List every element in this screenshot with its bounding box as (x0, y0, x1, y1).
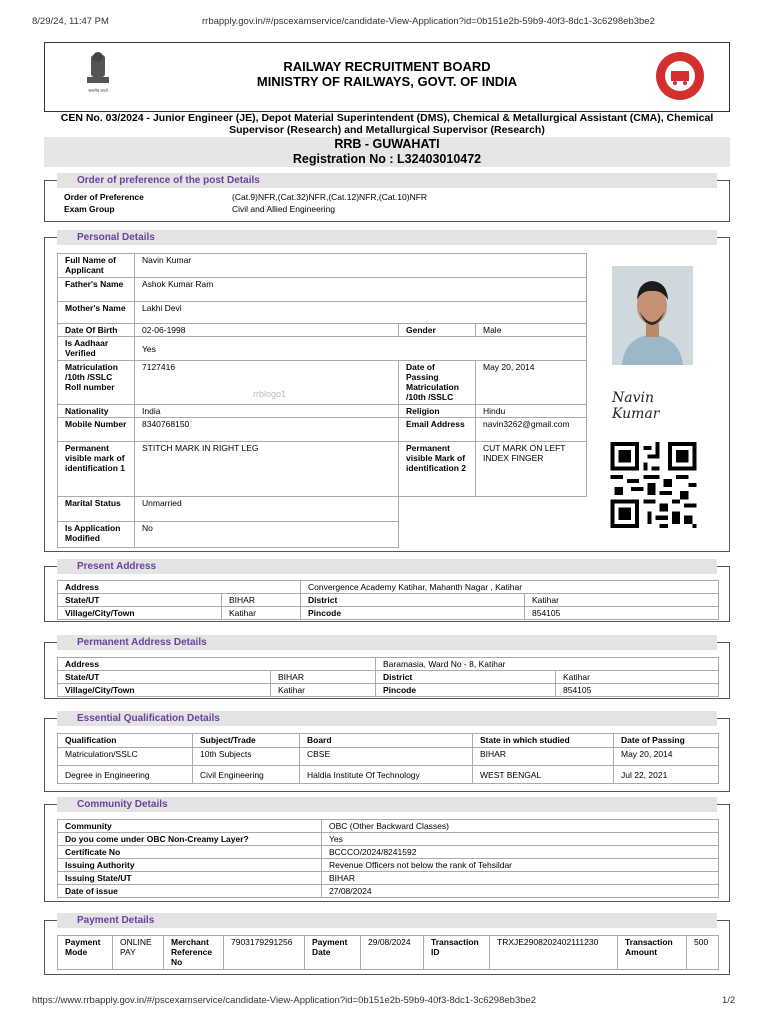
column-header: Subject/Trade (193, 734, 300, 748)
value: TRXJE2908202402111230 (490, 936, 618, 970)
column-header: State in which studied (473, 734, 614, 748)
page-number: 1/2 (722, 995, 736, 1006)
column-header: Qualification (58, 734, 193, 748)
community-section (44, 799, 730, 902)
value: Yes (135, 337, 587, 361)
section-title: Essential Qualification Details (57, 711, 717, 726)
label: Village/City/Town (58, 684, 271, 697)
value: Yes (322, 833, 719, 846)
value: 8340768150 (135, 418, 399, 442)
section-title: Payment Details (57, 913, 717, 928)
print-timestamp: 8/29/24, 11:47 PM (32, 16, 109, 27)
ministry-title: MINISTRY OF RAILWAYS, GOVT. OF INDIA (256, 74, 518, 89)
label: Order of Preference (64, 192, 144, 202)
table-row (58, 859, 719, 872)
value: 29/08/2024 (361, 936, 424, 970)
section-title: Personal Details (57, 230, 717, 245)
label: State/UT (58, 594, 222, 607)
label: Gender (399, 324, 476, 337)
rrb-banner (44, 137, 730, 167)
preference-section (44, 175, 730, 222)
permanent-address-section (44, 637, 730, 699)
value: BIHAR (271, 671, 376, 684)
present-address-table (57, 580, 719, 620)
label: Address (58, 658, 376, 671)
label: Mobile Number (58, 418, 135, 442)
emblem-caption: सत्यमेव जयते (88, 88, 108, 93)
label: Full Name of Applicant (58, 254, 135, 278)
value: Katihar (271, 684, 376, 697)
label: District (301, 594, 525, 607)
value: No (135, 522, 399, 548)
label: Exam Group (64, 204, 115, 214)
community-table (57, 819, 719, 898)
label: Pincode (376, 684, 556, 697)
label: Email Address (399, 418, 476, 442)
label: Transaction ID (424, 936, 490, 970)
registration-number: Registration No : L32403010472 (292, 152, 482, 166)
preference-table (57, 191, 717, 215)
label: Marital Status (58, 497, 135, 522)
value: BCCCO/2024/8241592 (322, 846, 719, 859)
payment-table (57, 935, 719, 970)
label: Certificate No (58, 846, 322, 859)
watermark: rrblogo1 (253, 389, 287, 399)
qualification-table (57, 733, 719, 784)
qualification-section (44, 713, 730, 792)
label: Is Application Modified (58, 522, 135, 548)
cell: BIHAR (473, 748, 614, 766)
table-row (58, 885, 719, 898)
payment-section (44, 915, 730, 975)
applicant-photo (612, 266, 693, 365)
section-title: Permanent Address Details (57, 635, 717, 650)
cell: Jul 22, 2021 (614, 766, 719, 784)
label: Payment Date (305, 936, 361, 970)
cell: Civil Engineering (193, 766, 300, 784)
label: State/UT (58, 671, 271, 684)
table-row (58, 748, 719, 766)
value: 854105 (556, 684, 719, 697)
label: Issuing State/UT (58, 872, 322, 885)
applicant-signature: Navin Kumar (612, 390, 660, 422)
value: 500 (687, 936, 719, 970)
label: Address (58, 581, 301, 594)
present-address-section (44, 561, 730, 622)
value: Katihar (525, 594, 719, 607)
value: Unmarried (135, 497, 399, 522)
cell: CBSE (300, 748, 473, 766)
label: Permanent visible Mark of identification 2 (399, 442, 476, 497)
value: Hindu (476, 405, 587, 418)
column-header: Date of Passing (614, 734, 719, 748)
label: Transaction Amount (618, 936, 687, 970)
value: OBC (Other Backward Classes) (322, 820, 719, 833)
cell: Haldia Institute Of Technology (300, 766, 473, 784)
indian-railways-logo-icon (655, 51, 705, 101)
rrb-name: RRB - GUWAHATI (334, 137, 440, 151)
label: Nationality (58, 405, 135, 418)
table-row (58, 766, 719, 784)
value: Convergence Academy Katihar, Mahanth Nagar , Katihar (301, 581, 719, 594)
board-title: RAILWAY RECRUITMENT BOARD (283, 59, 491, 74)
label: Mother's Name (58, 302, 135, 324)
cell: WEST BENGAL (473, 766, 614, 784)
value: Lakhi Devi (135, 302, 587, 324)
value: Male (476, 324, 587, 337)
section-title: Community Details (57, 797, 717, 812)
value: Ashok Kumar Ram (135, 278, 587, 302)
section-title: Order of preference of the post Details (57, 173, 717, 188)
table-row (58, 820, 719, 833)
value: India (135, 405, 399, 418)
value: May 20, 2014 (476, 361, 587, 405)
cen-notice: CEN No. 03/2024 - Junior Engineer (JE), Depot Material Superintendent (DMS), Chemical & Metallurgical Assistant (CMA), Chemical Supervisor (Research) and Metallurgical Supervisor (Research) (60, 112, 714, 136)
value: 7127416 (135, 361, 399, 405)
value: BIHAR (322, 872, 719, 885)
label: District (376, 671, 556, 684)
value: Katihar (556, 671, 719, 684)
label: Do you come under OBC Non-Creamy Layer? (58, 833, 322, 846)
section-title: Present Address (57, 559, 717, 574)
permanent-address-table (57, 657, 719, 697)
value: 854105 (525, 607, 719, 620)
value: 27/08/2024 (322, 885, 719, 898)
column-header: Board (300, 734, 473, 748)
label: Father's Name (58, 278, 135, 302)
print-url: rrbapply.gov.in/#/pscexamservice/candidate-View-Application?id=0b151e2b-59b9-40f3-8dc1-3c6298eb3be2 (202, 16, 655, 27)
header-box (44, 42, 730, 112)
label: Village/City/Town (58, 607, 222, 620)
table-row (58, 872, 719, 885)
value: Civil and Allied Engineering (232, 204, 336, 214)
qr-code-icon (607, 442, 700, 528)
value: ONLINE PAY (113, 936, 164, 970)
table-row (58, 833, 719, 846)
label: Is Aadhaar Verified (58, 337, 135, 361)
table-row (58, 846, 719, 859)
cell: Degree in Engineering (58, 766, 193, 784)
cell: Matriculation/SSLC (58, 748, 193, 766)
label: Merchant Reference No (164, 936, 224, 970)
value: 7903179291256 (224, 936, 305, 970)
label: Permanent visible mark of identification 1 (58, 442, 135, 497)
label: Date of issue (58, 885, 322, 898)
value: CUT MARK ON LEFT INDEX FINGER (476, 442, 587, 497)
value: 02-06-1998 (135, 324, 399, 337)
cell: May 20, 2014 (614, 748, 719, 766)
value: (Cat.9)NFR,(Cat.32)NFR,(Cat.12)NFR,(Cat.10)NFR (232, 192, 428, 202)
label: Date of Passing Matriculation /10th /SSLC (399, 361, 476, 405)
label: Issuing Authority (58, 859, 322, 872)
value: navin3262@gmail.com (476, 418, 587, 442)
label: Community (58, 820, 322, 833)
label: Payment Mode (58, 936, 113, 970)
value: Navin Kumar (135, 254, 587, 278)
personal-table (57, 253, 587, 548)
cell: 10th Subjects (193, 748, 300, 766)
value: Revenue Officers not below the rank of Tehsildar (322, 859, 719, 872)
value: BIHAR (222, 594, 301, 607)
label: Date Of Birth (58, 324, 135, 337)
label: Pincode (301, 607, 525, 620)
label: Religion (399, 405, 476, 418)
value: Katihar (222, 607, 301, 620)
footer-url: https://www.rrbapply.gov.in/#/pscexamservice/candidate-View-Application?id=0b151e2b-59b9-40f3-8dc1-3c6298eb3be2 (32, 995, 537, 1006)
label: Matriculation /10th /SSLC Roll number (58, 361, 135, 405)
value: STITCH MARK IN RIGHT LEG (135, 442, 399, 497)
value: Baramasia, Ward No - 8, Katihar (376, 658, 719, 671)
